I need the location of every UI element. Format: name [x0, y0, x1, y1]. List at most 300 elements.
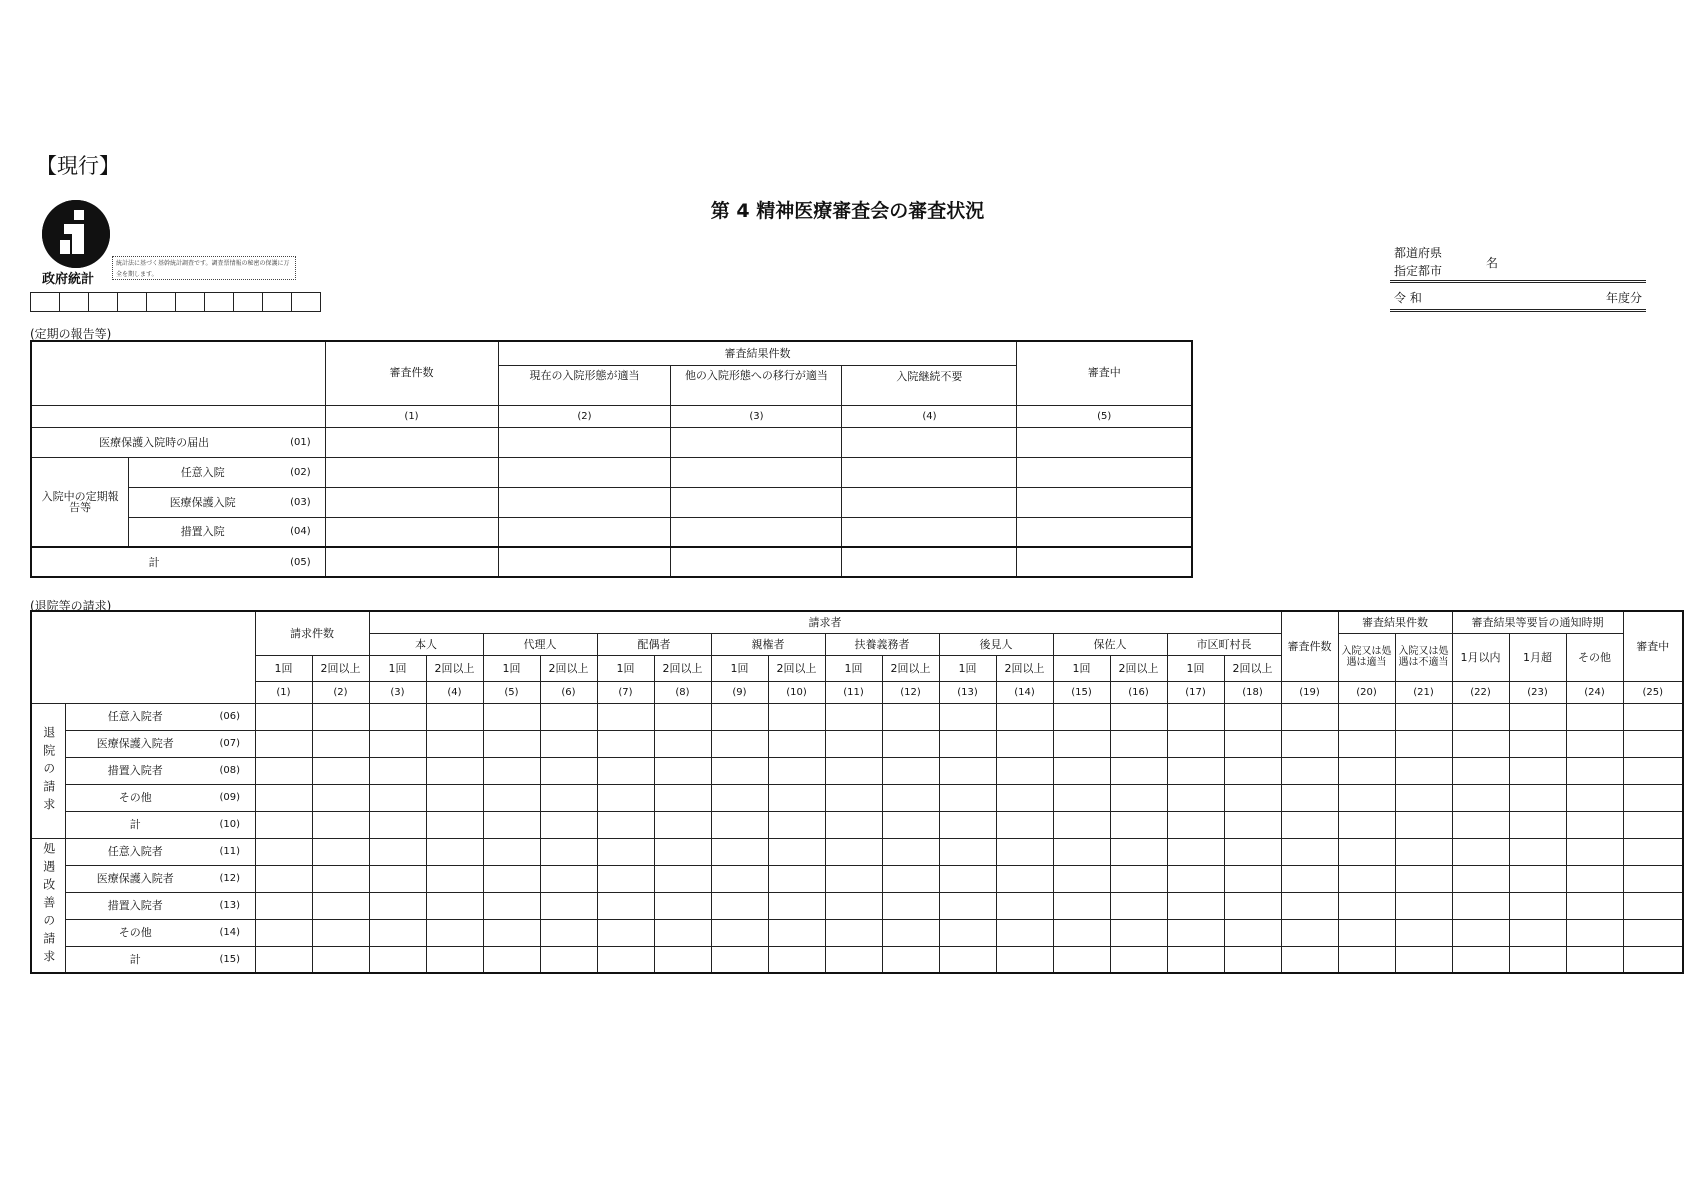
data-cell[interactable]: [1452, 892, 1509, 919]
data-cell[interactable]: [1224, 757, 1281, 784]
data-cell[interactable]: [939, 811, 996, 838]
corner-cell: [31, 341, 325, 405]
data-cell[interactable]: [540, 919, 597, 946]
data-cell[interactable]: [1167, 946, 1224, 973]
data-cell[interactable]: [1224, 919, 1281, 946]
data-cell[interactable]: [426, 865, 483, 892]
data-cell[interactable]: [498, 487, 671, 517]
data-cell[interactable]: [312, 703, 369, 730]
data-cell[interactable]: [498, 427, 671, 457]
data-cell[interactable]: [312, 892, 369, 919]
data-cell[interactable]: [1395, 730, 1452, 757]
data-cell[interactable]: [1509, 892, 1566, 919]
column-number-row: [31, 681, 1683, 703]
data-cell[interactable]: [312, 757, 369, 784]
data-cell[interactable]: [1110, 784, 1167, 811]
data-cell[interactable]: [1509, 730, 1566, 757]
data-cell[interactable]: [426, 811, 483, 838]
data-cell[interactable]: [711, 730, 768, 757]
data-cell[interactable]: [312, 946, 369, 973]
data-cell[interactable]: [1110, 703, 1167, 730]
row-label: 任意入院者: [65, 838, 205, 865]
data-cell[interactable]: [711, 892, 768, 919]
row-code: (02): [276, 457, 325, 487]
data-cell[interactable]: [1017, 427, 1192, 457]
data-cell[interactable]: [768, 703, 825, 730]
data-cell[interactable]: [996, 784, 1053, 811]
data-cell[interactable]: [1167, 730, 1224, 757]
data-cell[interactable]: [768, 946, 825, 973]
data-cell[interactable]: [1281, 730, 1338, 757]
data-cell[interactable]: [1395, 919, 1452, 946]
data-cell[interactable]: [426, 838, 483, 865]
data-cell[interactable]: [255, 919, 312, 946]
group-label: 退院の請求: [31, 703, 65, 838]
data-cell[interactable]: [882, 838, 939, 865]
data-cell[interactable]: [1566, 811, 1623, 838]
data-cell[interactable]: [1395, 865, 1452, 892]
data-cell[interactable]: [498, 517, 671, 547]
data-cell[interactable]: [1509, 919, 1566, 946]
data-cell[interactable]: [1053, 919, 1110, 946]
data-cell[interactable]: [1452, 838, 1509, 865]
data-cell[interactable]: [369, 703, 426, 730]
data-cell[interactable]: [369, 892, 426, 919]
data-cell[interactable]: [671, 457, 842, 487]
data-cell[interactable]: [483, 919, 540, 946]
data-cell[interactable]: [483, 730, 540, 757]
data-cell[interactable]: [597, 730, 654, 757]
data-cell[interactable]: [426, 703, 483, 730]
data-cell[interactable]: [483, 892, 540, 919]
data-cell[interactable]: [540, 703, 597, 730]
data-cell[interactable]: [1452, 757, 1509, 784]
data-cell[interactable]: [768, 730, 825, 757]
data-cell[interactable]: [312, 730, 369, 757]
data-cell[interactable]: [1623, 730, 1683, 757]
data-cell[interactable]: [939, 892, 996, 919]
data-cell[interactable]: [325, 517, 498, 547]
data-cell[interactable]: [1053, 784, 1110, 811]
table-row: [31, 487, 1192, 517]
data-cell[interactable]: [842, 487, 1017, 517]
col-num-4: (4): [842, 405, 1017, 427]
data-cell[interactable]: [312, 811, 369, 838]
data-cell[interactable]: [597, 757, 654, 784]
claimant-guardian: 後見人: [939, 633, 1053, 655]
data-cell[interactable]: [369, 865, 426, 892]
data-cell[interactable]: [483, 865, 540, 892]
data-cell[interactable]: [1017, 457, 1192, 487]
data-cell[interactable]: [1623, 865, 1683, 892]
data-cell[interactable]: [939, 919, 996, 946]
data-cell[interactable]: [939, 784, 996, 811]
data-cell[interactable]: [255, 865, 312, 892]
data-cell[interactable]: [255, 730, 312, 757]
data-cell[interactable]: [882, 946, 939, 973]
once-header: 1回: [483, 655, 540, 681]
data-cell[interactable]: [597, 919, 654, 946]
data-cell[interactable]: [369, 811, 426, 838]
data-cell[interactable]: [426, 784, 483, 811]
data-cell[interactable]: [1110, 811, 1167, 838]
data-cell[interactable]: [671, 427, 842, 457]
data-cell[interactable]: [369, 919, 426, 946]
data-cell[interactable]: [842, 547, 1017, 577]
data-cell[interactable]: [540, 811, 597, 838]
data-cell[interactable]: [711, 784, 768, 811]
data-cell[interactable]: [882, 784, 939, 811]
data-cell[interactable]: [369, 838, 426, 865]
data-cell[interactable]: [255, 811, 312, 838]
data-cell[interactable]: [768, 892, 825, 919]
data-cell[interactable]: [996, 892, 1053, 919]
data-cell[interactable]: [996, 703, 1053, 730]
data-cell[interactable]: [768, 838, 825, 865]
data-cell[interactable]: [1338, 919, 1395, 946]
data-cell[interactable]: [369, 946, 426, 973]
discharge-request-group: [31, 703, 1683, 838]
data-cell[interactable]: [312, 784, 369, 811]
data-cell[interactable]: [825, 892, 882, 919]
data-cell[interactable]: [654, 865, 711, 892]
data-cell[interactable]: [939, 838, 996, 865]
data-cell[interactable]: [996, 865, 1053, 892]
data-cell[interactable]: [1338, 784, 1395, 811]
data-cell[interactable]: [1167, 865, 1224, 892]
data-cell[interactable]: [768, 757, 825, 784]
data-cell[interactable]: [1281, 703, 1338, 730]
data-cell[interactable]: [540, 730, 597, 757]
claimant-parental-authority: 親権者: [711, 633, 825, 655]
data-cell[interactable]: [1566, 757, 1623, 784]
data-cell[interactable]: [255, 838, 312, 865]
data-cell[interactable]: [1110, 946, 1167, 973]
data-cell[interactable]: [1167, 784, 1224, 811]
data-cell[interactable]: [1395, 838, 1452, 865]
data-cell[interactable]: [1224, 865, 1281, 892]
data-cell[interactable]: [540, 757, 597, 784]
data-cell[interactable]: [1623, 892, 1683, 919]
data-cell[interactable]: [825, 919, 882, 946]
data-cell[interactable]: [1338, 730, 1395, 757]
data-cell[interactable]: [1509, 703, 1566, 730]
data-cell[interactable]: [1017, 547, 1192, 577]
data-cell[interactable]: [939, 703, 996, 730]
data-cell[interactable]: [540, 865, 597, 892]
data-cell[interactable]: [996, 730, 1053, 757]
data-cell[interactable]: [1338, 946, 1395, 973]
data-cell[interactable]: [1224, 946, 1281, 973]
data-cell[interactable]: [882, 919, 939, 946]
data-cell[interactable]: [768, 919, 825, 946]
data-cell[interactable]: [1281, 838, 1338, 865]
data-cell[interactable]: [711, 838, 768, 865]
data-cell[interactable]: [255, 757, 312, 784]
data-cell[interactable]: [1623, 757, 1683, 784]
data-cell[interactable]: [654, 784, 711, 811]
data-cell[interactable]: [483, 838, 540, 865]
data-cell[interactable]: [1224, 730, 1281, 757]
data-cell[interactable]: [369, 784, 426, 811]
data-cell[interactable]: [939, 757, 996, 784]
data-cell[interactable]: [1509, 811, 1566, 838]
data-cell[interactable]: [882, 730, 939, 757]
data-cell[interactable]: [825, 757, 882, 784]
data-cell[interactable]: [426, 892, 483, 919]
data-cell[interactable]: [312, 838, 369, 865]
data-cell[interactable]: [255, 703, 312, 730]
data-cell[interactable]: [540, 784, 597, 811]
data-cell[interactable]: [1452, 730, 1509, 757]
row-code: (13): [205, 892, 255, 919]
data-cell[interactable]: [540, 946, 597, 973]
data-cell[interactable]: [1452, 865, 1509, 892]
data-cell[interactable]: [1224, 892, 1281, 919]
data-cell[interactable]: [1167, 757, 1224, 784]
data-cell[interactable]: [711, 865, 768, 892]
data-cell[interactable]: [1167, 811, 1224, 838]
data-cell[interactable]: [1452, 946, 1509, 973]
col-num: (8): [654, 681, 711, 703]
data-cell[interactable]: [1224, 838, 1281, 865]
data-cell[interactable]: [325, 457, 498, 487]
data-cell[interactable]: [483, 811, 540, 838]
data-cell[interactable]: [1623, 703, 1683, 730]
data-cell[interactable]: [597, 946, 654, 973]
data-cell[interactable]: [996, 838, 1053, 865]
data-cell[interactable]: [325, 427, 498, 457]
data-cell[interactable]: [426, 946, 483, 973]
data-cell[interactable]: [1566, 946, 1623, 973]
data-cell[interactable]: [996, 757, 1053, 784]
data-cell[interactable]: [1452, 811, 1509, 838]
data-cell[interactable]: [325, 547, 498, 577]
data-cell[interactable]: [671, 517, 842, 547]
data-cell[interactable]: [1566, 784, 1623, 811]
data-cell[interactable]: [1452, 919, 1509, 946]
data-cell[interactable]: [1224, 703, 1281, 730]
data-cell[interactable]: [1623, 946, 1683, 973]
data-cell[interactable]: [654, 892, 711, 919]
data-cell[interactable]: [1110, 865, 1167, 892]
data-cell[interactable]: [1338, 811, 1395, 838]
data-cell[interactable]: [1566, 838, 1623, 865]
data-cell[interactable]: [1281, 757, 1338, 784]
data-cell[interactable]: [654, 811, 711, 838]
code-boxes[interactable]: [30, 292, 320, 312]
data-cell[interactable]: [939, 730, 996, 757]
row-label: 計: [31, 547, 276, 577]
data-cell[interactable]: [1452, 784, 1509, 811]
data-cell[interactable]: [1053, 838, 1110, 865]
data-cell[interactable]: [1053, 811, 1110, 838]
data-cell[interactable]: [1509, 838, 1566, 865]
data-cell[interactable]: [1395, 946, 1452, 973]
data-cell[interactable]: [939, 865, 996, 892]
data-cell[interactable]: [825, 865, 882, 892]
data-cell[interactable]: [1623, 784, 1683, 811]
data-cell[interactable]: [825, 730, 882, 757]
data-cell[interactable]: [1566, 919, 1623, 946]
data-cell[interactable]: [882, 757, 939, 784]
data-cell[interactable]: [1452, 703, 1509, 730]
data-cell[interactable]: [1281, 865, 1338, 892]
data-cell[interactable]: [825, 946, 882, 973]
data-cell[interactable]: [1110, 892, 1167, 919]
data-cell[interactable]: [540, 892, 597, 919]
header-discharge: 入院継続不要: [842, 365, 1017, 405]
data-cell[interactable]: [996, 946, 1053, 973]
data-cell[interactable]: [483, 946, 540, 973]
data-cell[interactable]: [1509, 946, 1566, 973]
data-cell[interactable]: [1053, 757, 1110, 784]
data-cell[interactable]: [597, 703, 654, 730]
data-cell[interactable]: [671, 487, 842, 517]
data-cell[interactable]: [1053, 892, 1110, 919]
data-cell[interactable]: [768, 865, 825, 892]
data-cell[interactable]: [882, 703, 939, 730]
data-cell[interactable]: [312, 919, 369, 946]
data-cell[interactable]: [711, 919, 768, 946]
data-cell[interactable]: [842, 517, 1017, 547]
data-cell[interactable]: [882, 865, 939, 892]
data-cell[interactable]: [654, 730, 711, 757]
data-cell[interactable]: [1110, 730, 1167, 757]
data-cell[interactable]: [842, 457, 1017, 487]
data-cell[interactable]: [654, 838, 711, 865]
data-cell[interactable]: [768, 811, 825, 838]
data-cell[interactable]: [1395, 757, 1452, 784]
data-cell[interactable]: [1110, 919, 1167, 946]
table-row: [31, 730, 1683, 757]
data-cell[interactable]: [711, 946, 768, 973]
era-label: 令 和: [1394, 291, 1422, 305]
data-cell[interactable]: [1224, 811, 1281, 838]
data-cell[interactable]: [498, 457, 671, 487]
data-cell[interactable]: [483, 784, 540, 811]
data-cell[interactable]: [1623, 838, 1683, 865]
table-row: [31, 427, 1192, 457]
data-cell[interactable]: [1509, 865, 1566, 892]
data-cell[interactable]: [1224, 784, 1281, 811]
data-cell[interactable]: [711, 811, 768, 838]
col-num: (19): [1281, 681, 1338, 703]
data-cell[interactable]: [369, 757, 426, 784]
data-cell[interactable]: [996, 811, 1053, 838]
data-cell[interactable]: [1167, 919, 1224, 946]
data-cell[interactable]: [1167, 892, 1224, 919]
data-cell[interactable]: [825, 811, 882, 838]
data-cell[interactable]: [654, 946, 711, 973]
data-cell[interactable]: [255, 946, 312, 973]
data-cell[interactable]: [540, 838, 597, 865]
data-cell[interactable]: [1509, 757, 1566, 784]
data-cell[interactable]: [1566, 703, 1623, 730]
data-cell[interactable]: [1395, 703, 1452, 730]
claimant-agent: 代理人: [483, 633, 597, 655]
data-cell[interactable]: [597, 838, 654, 865]
data-cell[interactable]: [255, 784, 312, 811]
data-cell[interactable]: [369, 730, 426, 757]
data-cell[interactable]: [882, 811, 939, 838]
data-cell[interactable]: [1167, 703, 1224, 730]
data-cell[interactable]: [654, 703, 711, 730]
data-cell[interactable]: [483, 757, 540, 784]
data-cell[interactable]: [1566, 892, 1623, 919]
data-cell[interactable]: [1110, 757, 1167, 784]
data-cell[interactable]: [597, 892, 654, 919]
data-cell[interactable]: [671, 547, 842, 577]
data-cell[interactable]: [498, 547, 671, 577]
data-cell[interactable]: [1395, 892, 1452, 919]
data-cell[interactable]: [654, 919, 711, 946]
data-cell[interactable]: [1623, 811, 1683, 838]
data-cell[interactable]: [1338, 757, 1395, 784]
data-cell[interactable]: [1017, 487, 1192, 517]
data-cell[interactable]: [1053, 946, 1110, 973]
data-cell[interactable]: [1281, 892, 1338, 919]
data-cell[interactable]: [996, 919, 1053, 946]
data-cell[interactable]: [1338, 865, 1395, 892]
data-cell[interactable]: [711, 757, 768, 784]
row-code: (11): [205, 838, 255, 865]
data-cell[interactable]: [597, 865, 654, 892]
data-cell[interactable]: [1509, 784, 1566, 811]
data-cell[interactable]: [711, 703, 768, 730]
data-cell[interactable]: [426, 757, 483, 784]
data-cell[interactable]: [426, 919, 483, 946]
data-cell[interactable]: [842, 427, 1017, 457]
data-cell[interactable]: [1053, 703, 1110, 730]
data-cell[interactable]: [939, 946, 996, 973]
col-num: (14): [996, 681, 1053, 703]
data-cell[interactable]: [1110, 838, 1167, 865]
data-cell[interactable]: [1623, 919, 1683, 946]
data-cell[interactable]: [1395, 784, 1452, 811]
data-cell[interactable]: [426, 730, 483, 757]
data-cell[interactable]: [825, 838, 882, 865]
data-cell[interactable]: [1338, 703, 1395, 730]
data-cell[interactable]: [654, 757, 711, 784]
data-cell[interactable]: [1281, 784, 1338, 811]
data-cell[interactable]: [1395, 811, 1452, 838]
data-cell[interactable]: [483, 703, 540, 730]
data-cell[interactable]: [825, 703, 882, 730]
data-cell[interactable]: [1017, 517, 1192, 547]
claimant-mayor: 市区町村長: [1167, 633, 1281, 655]
data-cell[interactable]: [1566, 865, 1623, 892]
row-code: (12): [205, 865, 255, 892]
data-cell[interactable]: [312, 865, 369, 892]
data-cell[interactable]: [597, 784, 654, 811]
data-cell[interactable]: [1281, 919, 1338, 946]
data-cell[interactable]: [1053, 865, 1110, 892]
data-cell[interactable]: [1281, 946, 1338, 973]
data-cell[interactable]: [825, 784, 882, 811]
data-cell[interactable]: [1566, 730, 1623, 757]
data-cell[interactable]: [768, 784, 825, 811]
data-cell[interactable]: [1167, 838, 1224, 865]
data-cell[interactable]: [255, 892, 312, 919]
data-cell[interactable]: [1338, 838, 1395, 865]
data-cell[interactable]: [597, 811, 654, 838]
data-cell[interactable]: [1338, 892, 1395, 919]
data-cell[interactable]: [1281, 811, 1338, 838]
data-cell[interactable]: [882, 892, 939, 919]
data-cell[interactable]: [1053, 730, 1110, 757]
data-cell[interactable]: [325, 487, 498, 517]
